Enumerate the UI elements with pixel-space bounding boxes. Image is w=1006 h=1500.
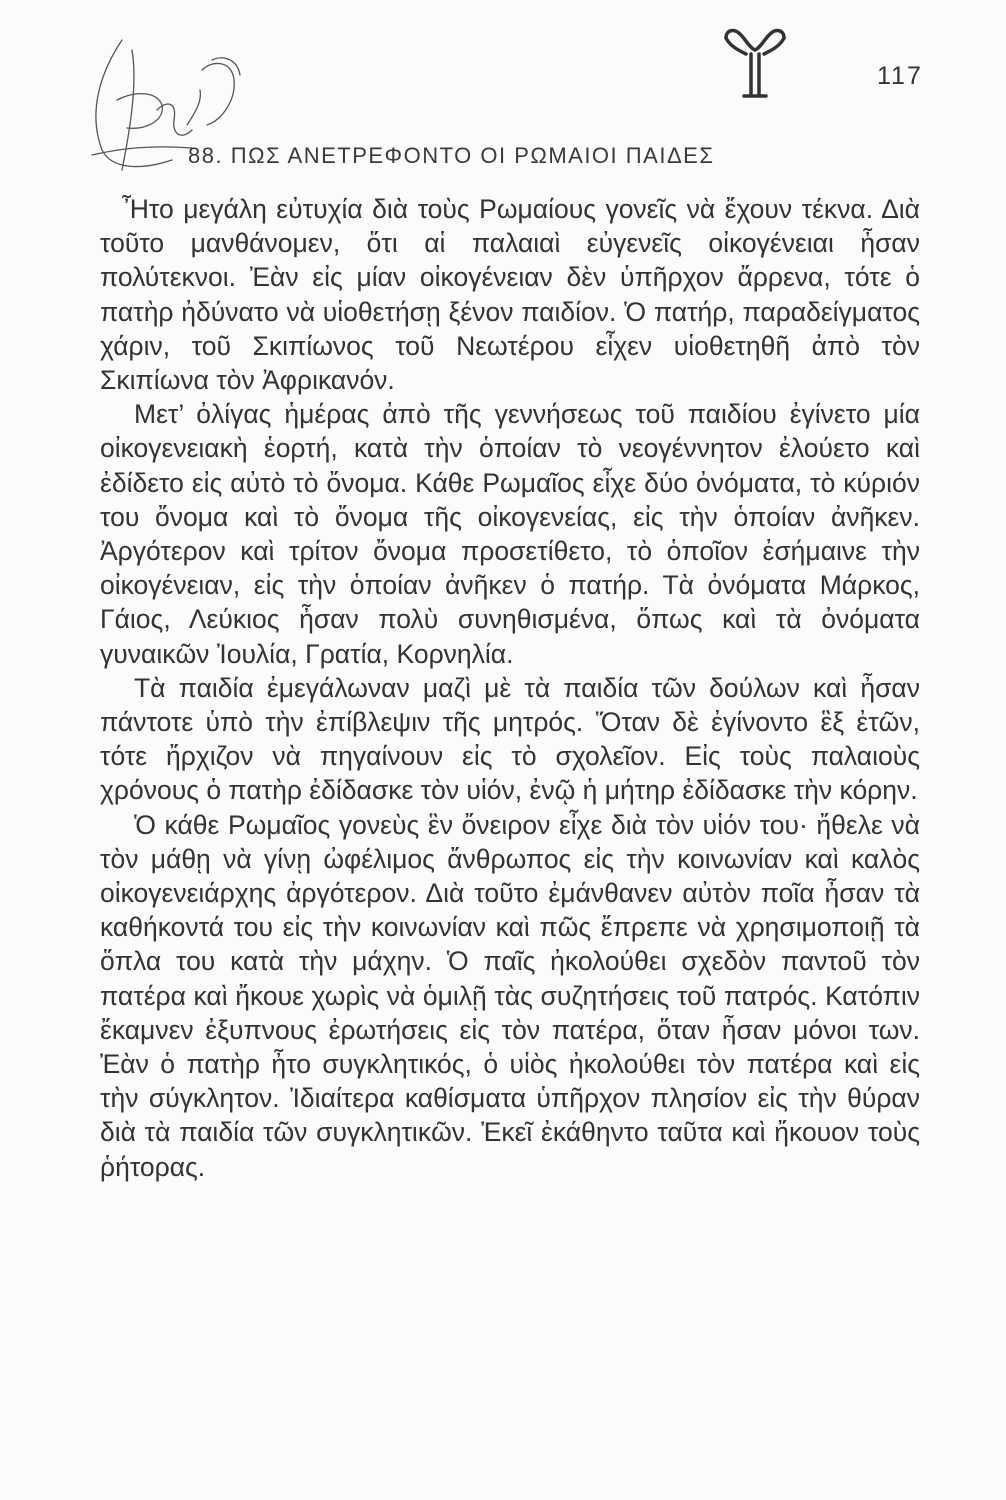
page-number: 117 [877, 62, 923, 90]
paragraph: Μετ’ ὀλίγας ἡμέρας ἀπὸ τῆς γεννήσεως τοῦ παιδίου ἐγίνετο μία οἰκογενειακὴ ἑορτή, κατὰ τὴν ὁποίαν τὸ νεογέννητον ἐλούετο καὶ ἐδίδετο εἰς αὐτὸ τὸ ὄνομα. Κάθε Ρωμαῖος εἶχε δύο ὀνόματα, τὸ κύριόν του ὄνομα καὶ τὸ ὄνομα τῆς οἰκογενείας, εἰς τὴν ὁποίαν ἀνῆκεν. Ἀργότερον καὶ τρίτον ὄνομα προσετίθετο, τὸ ὁποῖον ἐσήμαινε τὴν οἰκογένειαν, εἰς τὴν ὁποίαν ἀνῆκεν ὁ πατήρ. Τὰ ὀνόματα Μάρκος, Γάιος, Λεύκιος ἦσαν πολὺ συνηθισμένα, ὅπως καὶ τὰ ὀνόματα γυναικῶν Ἰουλία, Γρατία, Κορνηλία. [100, 399, 920, 669]
header-emblem-icon [720, 24, 790, 104]
chapter-heading: 88. ΠΩΣ ΑΝΕΤΡΕΦΟΝΤΟ ΟΙ ΡΩΜΑΙΟΙ ΠΑΙΔΕΣ [188, 143, 715, 168]
paragraph: Ἦτο μεγάλη εὐτυχία διὰ τοὺς Ρωμαίους γονεῖς νὰ ἔχουν τέκνα. Διὰ τοῦτο μανθάνομεν, ὅτι αἱ παλαιαὶ εὐγενεῖς οἰκογένειαι ἦσαν πολύτεκνοι. Ἐὰν εἰς μίαν οἰκογένειαν δὲν ὑπῆρχον ἄρρενα, τότε ὁ πατὴρ ἠδύνατο νὰ υἱοθετήσῃ ξένον παιδίον. Ὁ πατήρ, παραδείγματος χάριν, τοῦ Σκιπίωνος τοῦ Νεωτέρου εἶχεν υἱοθετηθῆ ἀπὸ τὸν Σκιπίωνα τὸν Ἀφρικανόν. [100, 194, 920, 396]
paragraph: Ὁ κάθε Ρωμαῖος γονεὺς ἓν ὄνειρον εἶχε διὰ τὸν υἱόν του· ἤθελε νὰ τὸν μάθῃ νὰ γίνῃ ὠφέλιμος ἄνθρωπος εἰς τὴν κοινωνίαν καὶ καλὸς οἰκογενειάρχης ἀργότερον. Διὰ τοῦτο ἐμάνθανεν αὐτὸν ποῖα ἦσαν τὰ καθήκοντά του εἰς τὴν κοινωνίαν καὶ πῶς ἔπρεπε νὰ χρησιμοποιῇ τὰ ὅπλα του κατὰ τὴν μάχην. Ὁ παῖς ἠκολούθει σχεδὸν παντοῦ τὸν πατέρα καὶ ἤκουε χωρὶς νὰ ὁμιλῇ τὰς συζητήσεις τοῦ πατρός. Κατόπιν ἔκαμνεν ἐξυπνους ἐρωτήσεις εἰς τὸν πατέρα, ὅταν ἦσαν μόνοι των. Ἐὰν ὁ πατὴρ ἦτο συγκλητικός, ὁ υἱὸς ἠκολούθει τὸν πατέρα καὶ εἰς τὴν σύγκλητον. Ἰδιαίτερα καθίσματα ὑπῆρχον πλησίον εἰς τὴν θύραν διὰ τὰ παιδία τῶν συγκλητικῶν. Ἐκεῖ ἐκάθηντο ταῦτα καὶ ἤκουον τοὺς ῥήτορας. [100, 809, 920, 1182]
body-text [100, 192, 920, 1184]
paragraph: Τὰ παιδία ἐμεγάλωναν μαζὶ μὲ τὰ παιδία τῶν δούλων καὶ ἦσαν πάντοτε ὑπὸ τὴν ἐπίβλεψιν τῆς μητρός. Ὅταν δὲ ἐγίνοντο ἓξ ἐτῶν, τότε ἤρχιζον νὰ πηγαίνουν εἰς τὸ σχολεῖον. Εἰς τοὺς παλαιοὺς χρόνους ὁ πατὴρ ἐδίδασκε τὸν υἱόν, ἐνῷ ἡ μήτηρ ἐδίδασκε τὴν κόρην. [100, 672, 920, 806]
